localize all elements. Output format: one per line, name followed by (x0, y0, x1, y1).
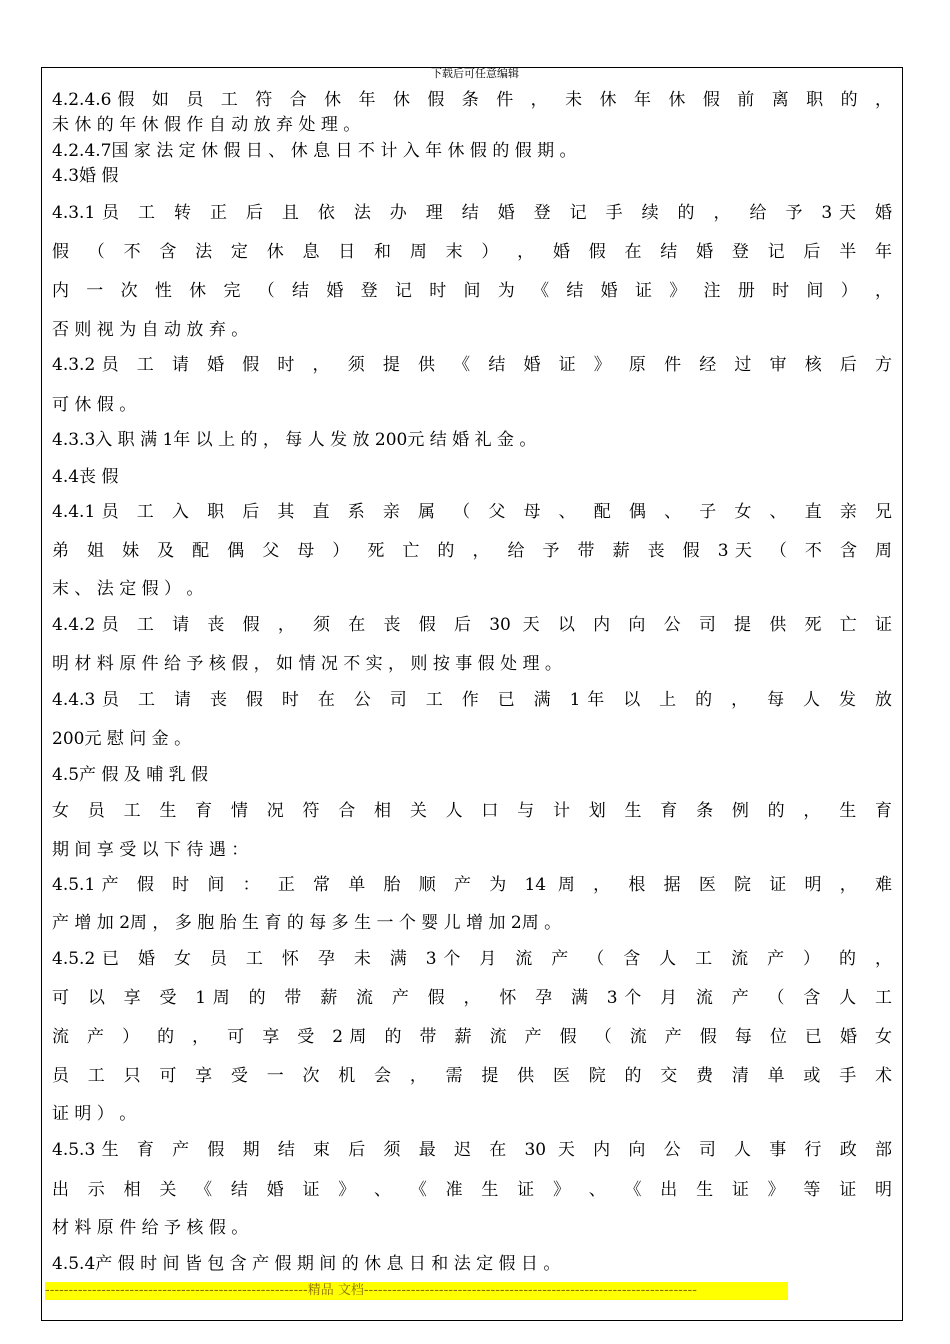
text-line: 材 料 原 件 给 予 核 假 。 (52, 1218, 249, 1238)
footer-label: 精品 文档 (307, 1283, 364, 1298)
text-line: 假 （ 不 含 法 定 休 息 日 和 周 末 ） ， 婚 假 在 结 婚 登 记 后 半 年 (52, 242, 892, 262)
text-line: 流 产 ） 的 ， 可 享 受 2周 的 带 薪 流 产 假 （ 流 产 假 每 位 已 婚 女 (52, 1027, 892, 1047)
footer-dashes-left: -------------------------------------------------------- (45, 1283, 308, 1298)
text-line: 4.5.1产 假 时 间 ： 正 常 单 胎 顺 产 为 14 周 ， 根 据 医 院 证 明 ， 难 (52, 875, 892, 895)
text-line: 4.3.3入 职 满 1年 以 上 的 ， 每 人 发 放 200元 结 婚 礼 金 。 (52, 430, 537, 450)
footer-dashes-right: ----------------------------------------------------------------------- (363, 1283, 697, 1298)
text-line: 可 休 假 。 (52, 395, 137, 415)
text-line: 4.5.3生 育 产 假 期 结 束 后 须 最 迟 在 30 天 内 向 公 司 人 事 行 政 部 (52, 1140, 892, 1160)
text-line: 弟 姐 妹 及 配 偶 父 母 ） 死 亡 的 ， 给 予 带 薪 丧 假 3天 （ 不 含 周 (52, 541, 892, 561)
header-note: 下载后可任意编辑 (431, 67, 519, 80)
text-line: 期 间 享 受 以 下 待 遇 ： (52, 840, 249, 860)
text-line: 4.4.1员 工 入 职 后 其 直 系 亲 属 （ 父 母 、 配 偶 、 子 女 、 直 亲 兄 (52, 502, 892, 522)
text-line: 4.4.3员 工 请 丧 假 时 在 公 司 工 作 已 满 1年 以 上 的 ， 每 人 发 放 (52, 690, 892, 710)
text-line: 未 休 的 年 休 假 作 自 动 放 弃 处 理 。 (52, 115, 361, 135)
text-line: 4.5产 假 及 哺 乳 假 (52, 765, 209, 785)
text-line: 200元 慰 问 金 。 (52, 729, 192, 749)
text-line: 4.2.4.6假 如 员 工 符 合 休 年 休 假 条 件 ， 未 休 年 休 假 前 离 职 的 ， (52, 90, 892, 110)
text-line: 4.4丧 假 (52, 467, 119, 487)
text-line: 4.3婚 假 (52, 166, 119, 186)
text-line: 内 一 次 性 休 完 （ 结 婚 登 记 时 间 为 《 结 婚 证 》 注 册 时 间 ） ， (52, 281, 892, 301)
text-line: 4.5.4产 假 时 间 皆 包 含 产 假 期 间 的 休 息 日 和 法 定 假 日 。 (52, 1254, 561, 1274)
text-line: 员 工 只 可 享 受 一 次 机 会 ， 需 提 供 医 院 的 交 费 清 单 或 手 术 (52, 1066, 892, 1086)
text-line: 可 以 享 受 1周 的 带 薪 流 产 假 ， 怀 孕 满 3个 月 流 产 （ 含 人 工 (52, 988, 892, 1008)
text-line: 4.4.2员 工 请 丧 假 ， 须 在 丧 假 后 30 天 以 内 向 公 司 提 供 死 亡 证 (52, 615, 892, 635)
text-line: 产 增 加 2周 ， 多 胞 胎 生 育 的 每 多 生 一 个 婴 儿 增 加 2周 。 (52, 913, 562, 933)
text-line: 明 材 料 原 件 给 予 核 假 ， 如 情 况 不 实 ， 则 按 事 假 处 理 。 (52, 654, 562, 674)
text-line: 4.2.4.7国 家 法 定 休 假 日 、 休 息 日 不 计 入 年 休 假 的 假 期 。 (52, 141, 577, 161)
footer-banner (45, 1282, 788, 1300)
text-line: 末 、 法 定 假 ） 。 (52, 579, 204, 599)
text-line: 4.3.1员 工 转 正 后 且 依 法 办 理 结 婚 登 记 手 续 的 ， 给 予 3天 婚 (52, 203, 892, 223)
text-line: 4.3.2员 工 请 婚 假 时 ， 须 提 供 《 结 婚 证 》 原 件 经 过 审 核 后 方 (52, 355, 892, 375)
text-line: 出 示 相 关 《 结 婚 证 》 、 《 准 生 证 》 、 《 出 生 证 》 等 证 明 (52, 1180, 892, 1200)
text-line: 证 明 ） 。 (52, 1104, 137, 1124)
text-line: 女 员 工 生 育 情 况 符 合 相 关 人 口 与 计 划 生 育 条 例 的 ， 生 育 (52, 801, 892, 821)
text-line: 4.5.2已 婚 女 员 工 怀 孕 未 满 3个 月 流 产 （ 含 人 工 流 产 ） 的 ， (52, 949, 892, 969)
text-line: 否 则 视 为 自 动 放 弃 。 (52, 320, 249, 340)
